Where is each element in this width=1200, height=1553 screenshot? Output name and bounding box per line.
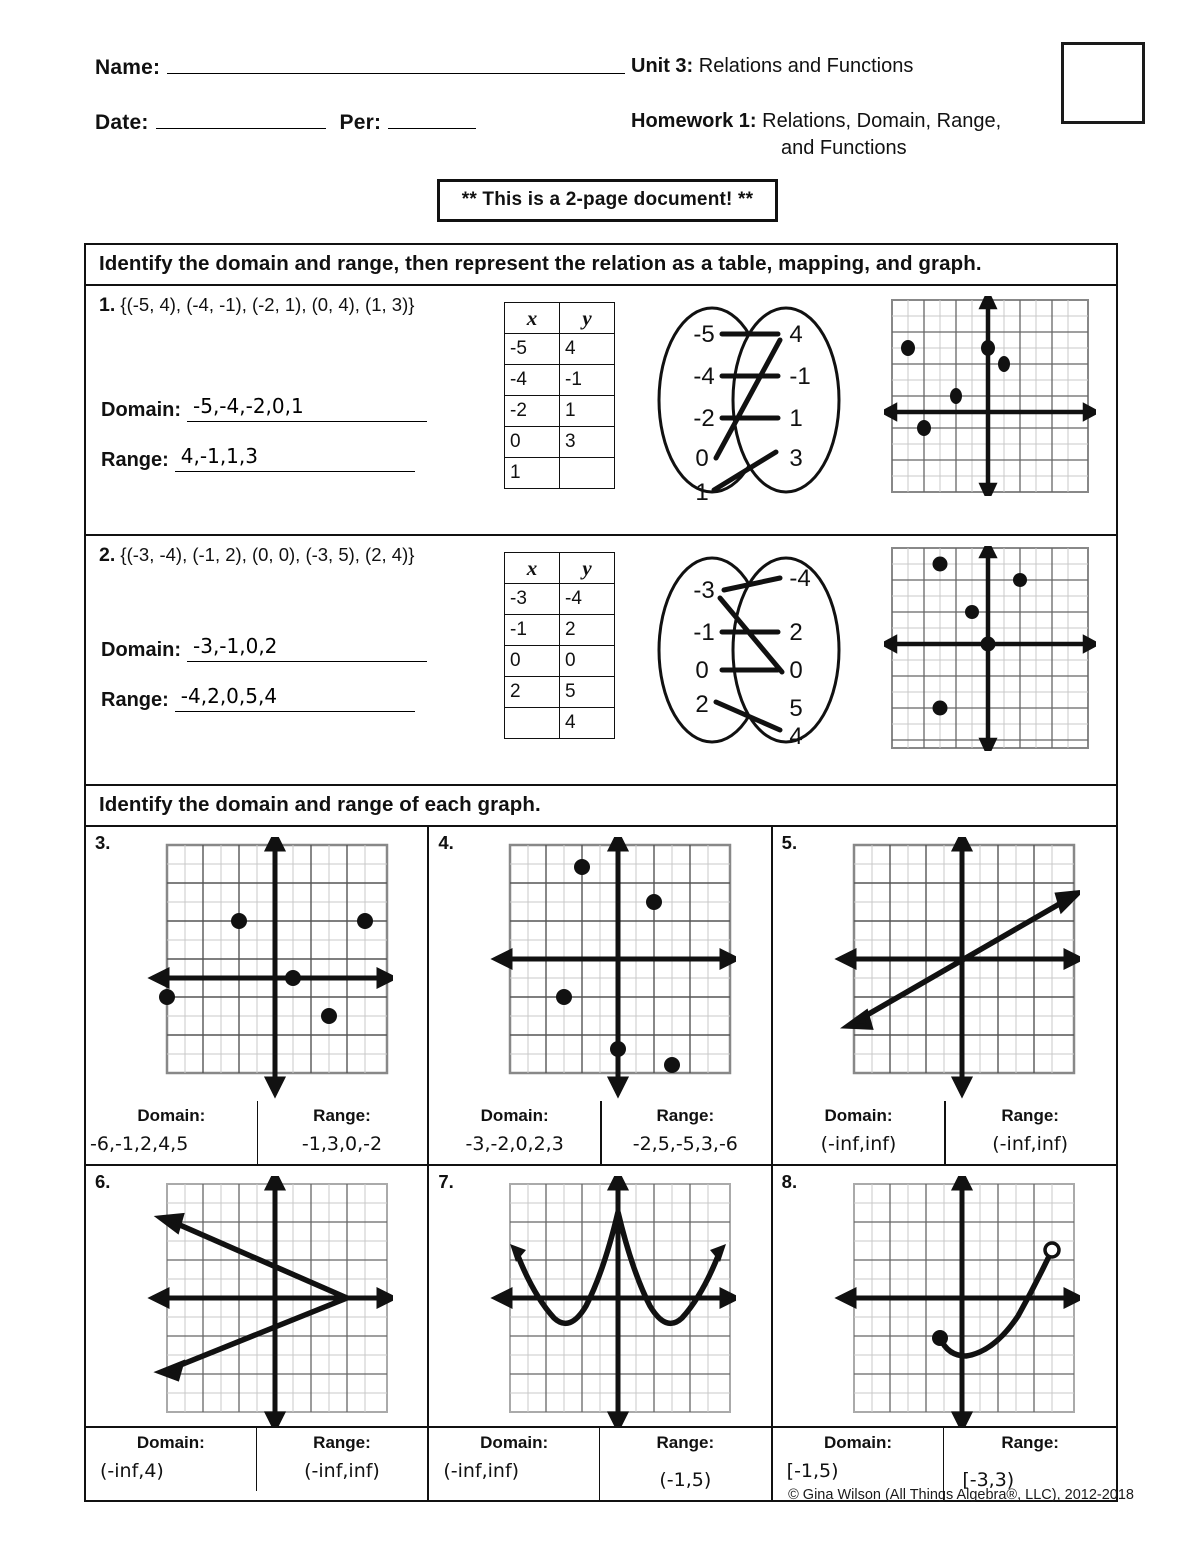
cell-x: 0	[505, 646, 560, 677]
table-row	[505, 365, 615, 396]
table-header-row	[505, 553, 615, 584]
svg-text:-2: -2	[693, 405, 715, 432]
problem-1-domain-row	[101, 396, 427, 422]
problem-1-table-cell	[504, 286, 654, 534]
col-y: y	[560, 553, 615, 584]
problem-4-range	[600, 1101, 771, 1164]
problem-1-domain-field[interactable]	[187, 396, 427, 422]
problem-4-graph	[464, 837, 736, 1099]
cell-x: -1	[505, 615, 560, 646]
problem-5-domain-answer: (-inf,inf)	[820, 1133, 897, 1155]
name-label: Name:	[95, 56, 161, 79]
score-box	[1061, 42, 1145, 124]
domain-label: Domain:	[137, 1106, 206, 1125]
problem-4-domain	[429, 1101, 600, 1164]
problem-6-range-answer: (-inf,inf)	[304, 1460, 380, 1482]
cell-x: -3	[505, 584, 560, 615]
problem-1-table	[504, 302, 615, 489]
problem-2-range-field[interactable]	[175, 686, 415, 712]
problem-4-domain-answer: -3,-2,0,2,3	[465, 1133, 564, 1155]
problem-2-answers	[101, 636, 427, 736]
cell-y: 2	[560, 615, 615, 646]
problem-2-domain-label: Domain:	[101, 639, 181, 661]
cell-x: -2	[505, 396, 560, 427]
svg-text:-1: -1	[693, 619, 715, 646]
problem-4-range-answer: -2,5,-5,3,-6	[632, 1133, 738, 1155]
problem-8-cell	[773, 1166, 1116, 1426]
problem-2-mapping-cell	[654, 536, 884, 784]
problem-5-range-answer: (-inf,inf)	[992, 1133, 1069, 1155]
problems-6-8-row	[86, 1166, 1116, 1426]
student-fields	[95, 55, 625, 165]
range-label: Range:	[1001, 1433, 1059, 1452]
table-row	[505, 584, 615, 615]
problem-3-graph	[121, 837, 393, 1099]
problem-7-graph	[464, 1176, 736, 1426]
col-x: x	[505, 303, 560, 334]
problem-6-range	[257, 1428, 428, 1491]
problem-1-graph-cell	[884, 286, 1114, 534]
problem-3-range-answer: -1,3,0,-2	[301, 1133, 383, 1155]
homework-title-cont: and Functions	[781, 137, 907, 159]
svg-text:2: 2	[695, 691, 709, 718]
table-header-row	[505, 303, 615, 334]
svg-text:0: 0	[695, 657, 709, 684]
cell-y: -4	[560, 584, 615, 615]
cell-y: 5	[560, 677, 615, 708]
cell-x: 0	[505, 427, 560, 458]
range-label: Range:	[1001, 1106, 1059, 1125]
worksheet-body	[84, 243, 1118, 1502]
cell-x: 2	[505, 677, 560, 708]
problem-7-domain-answer: (-inf,inf)	[443, 1460, 520, 1482]
unit-title: Relations and Functions	[693, 55, 914, 77]
assignment-info	[625, 55, 1001, 162]
problem-3-domain-answer: -6,-1,2,4,5	[90, 1133, 189, 1155]
cell-y: -1	[560, 365, 615, 396]
problem-2-graph-cell	[884, 536, 1114, 784]
range-label: Range:	[313, 1433, 371, 1452]
svg-text:1: 1	[789, 405, 803, 432]
svg-text:-4: -4	[789, 565, 811, 592]
svg-text:0: 0	[695, 445, 709, 472]
problem-3-number: 3.	[95, 832, 111, 853]
table-row	[505, 646, 615, 677]
cell-y: 1	[560, 396, 615, 427]
svg-text:4: 4	[789, 321, 803, 348]
problem-1-relation: {(-5, 4), (-4, -1), (-2, 1), (0, 4), (1, 3)}	[120, 294, 415, 315]
two-page-notice: ** This is a 2-page document! **	[437, 179, 778, 222]
table-row	[505, 677, 615, 708]
svg-text:-1: -1	[789, 363, 811, 390]
problem-1-graph	[884, 296, 1096, 496]
problem-3-answers	[86, 1101, 427, 1164]
domain-label: Domain:	[824, 1106, 893, 1125]
problem-3-cell	[86, 827, 429, 1164]
problem-2-row	[86, 536, 1116, 786]
cell-x: -5	[505, 334, 560, 365]
problem-5-answers	[773, 1101, 1116, 1164]
problem-4-number: 4.	[438, 832, 454, 853]
svg-text:5: 5	[789, 695, 803, 722]
problem-5-graph	[808, 837, 1080, 1099]
problem-7-cell	[429, 1166, 772, 1426]
problem-3-range	[257, 1101, 428, 1164]
problem-7-number: 7.	[438, 1171, 454, 1192]
name-row	[95, 55, 625, 80]
problem-1-prompt	[99, 294, 504, 317]
problem-3-domain	[86, 1101, 257, 1164]
cell-y: 4	[560, 334, 615, 365]
name-input-line[interactable]	[167, 55, 625, 74]
problem-8-number: 8.	[781, 1171, 798, 1192]
problem-1-answers	[101, 396, 427, 496]
problem-5-range	[944, 1101, 1116, 1164]
problem-1-domain-label: Domain:	[101, 399, 181, 421]
problem-6-graph	[121, 1176, 393, 1426]
per-label: Per:	[339, 111, 382, 134]
table-row	[505, 708, 615, 739]
svg-text:-4: -4	[693, 363, 715, 390]
svg-text:4: 4	[789, 723, 803, 750]
problem-2-left	[86, 536, 504, 784]
problem-6-cell	[86, 1166, 429, 1426]
svg-text:3: 3	[789, 445, 803, 472]
problem-1-range-answer: 4,-1,1,3	[180, 444, 258, 468]
copyright-footer: © Gina Wilson (All Things Algebra®, LLC), 2012-2018	[788, 1487, 1134, 1503]
problem-6-domain-answer: (-inf,4)	[100, 1460, 164, 1482]
problem-1-mapping-cell	[654, 286, 884, 534]
problem-1-left	[86, 286, 504, 534]
date-input-line[interactable]	[156, 110, 326, 129]
cell-x	[505, 708, 560, 739]
problem-1-mapping-diagram	[654, 300, 844, 500]
svg-text:1: 1	[695, 479, 709, 500]
svg-text:2: 2	[789, 619, 803, 646]
section2-instructions: Identify the domain and range of each graph.	[86, 786, 1116, 827]
col-y: y	[560, 303, 615, 334]
problem-1-number: 1.	[99, 294, 116, 316]
page-header	[0, 0, 1200, 222]
problem-1-row	[86, 286, 1116, 536]
table-row	[505, 427, 615, 458]
cell-y: 3	[560, 427, 615, 458]
problem-8-range-answer: [-3,3)	[962, 1469, 1015, 1491]
problem-1-range-label: Range:	[101, 449, 169, 471]
problem-2-graph	[884, 546, 1096, 751]
problem-4-answers	[429, 1101, 770, 1164]
problem-7-range-answer: (-1,5)	[659, 1469, 712, 1491]
problem-2-prompt	[99, 544, 504, 567]
svg-text:-3: -3	[693, 577, 715, 604]
range-label: Range:	[656, 1433, 715, 1452]
svg-text:0: 0	[789, 657, 803, 684]
problem-5-domain	[773, 1101, 945, 1164]
domain-label: Domain:	[480, 1106, 549, 1125]
domain-label: Domain:	[823, 1433, 892, 1452]
problem-2-relation: {(-3, -4), (-1, 2), (0, 0), (-3, 5), (2, 4)}	[120, 544, 415, 565]
domain-label: Domain:	[136, 1433, 205, 1452]
col-x: x	[505, 553, 560, 584]
problem-5-cell	[773, 827, 1116, 1164]
problems-3-5-row	[86, 827, 1116, 1166]
problem-1-range-row	[101, 446, 427, 472]
range-label: Range:	[656, 1106, 715, 1125]
problem-2-domain-answer: -3,-1,0,2	[193, 634, 278, 658]
problem-2-table	[504, 552, 615, 739]
domain-label: Domain:	[480, 1433, 549, 1452]
problem-5-number: 5.	[781, 832, 798, 853]
date-label: Date:	[95, 111, 149, 134]
problem-2-mapping-diagram	[654, 550, 844, 750]
cell-y: 0	[560, 646, 615, 677]
problem-2-range-row	[101, 686, 427, 712]
table-row	[505, 458, 615, 489]
unit-line	[631, 55, 1001, 78]
date-row	[95, 110, 625, 135]
table-row	[505, 334, 615, 365]
table-row	[505, 615, 615, 646]
per-input-line[interactable]	[388, 110, 476, 129]
problem-6-number: 6.	[95, 1171, 111, 1192]
cell-y: 4	[560, 708, 615, 739]
section1-instructions: Identify the domain and range, then represent the relation as a table, mapping, and graph.	[86, 245, 1116, 286]
cell-x: -4	[505, 365, 560, 396]
range-label: Range:	[313, 1106, 371, 1125]
problem-8-graph	[808, 1176, 1080, 1426]
problem-2-number: 2.	[99, 544, 116, 566]
homework-line	[631, 108, 1001, 162]
cell-y	[560, 458, 615, 489]
problem-2-range-label: Range:	[101, 689, 169, 711]
problem-8-domain-answer: [-1,5)	[786, 1460, 839, 1482]
cell-x: 1	[505, 458, 560, 489]
problem-1-domain-answer: -5,-4,-2,0,1	[193, 394, 304, 418]
problem-2-range-answer: -4,2,0,5,4	[180, 684, 278, 708]
problem-2-domain-row	[101, 636, 427, 662]
problem-6-domain	[86, 1428, 257, 1491]
problem-2-table-cell	[504, 536, 654, 784]
unit-label: Unit 3:	[631, 55, 694, 77]
problem-1-range-field[interactable]	[175, 446, 415, 472]
problem-2-domain-field[interactable]	[187, 636, 427, 662]
homework-title: Relations, Domain, Range,	[756, 110, 1002, 132]
table-row	[505, 396, 615, 427]
svg-text:-5: -5	[693, 321, 715, 348]
homework-label: Homework 1:	[631, 110, 757, 132]
problem-4-cell	[429, 827, 772, 1164]
